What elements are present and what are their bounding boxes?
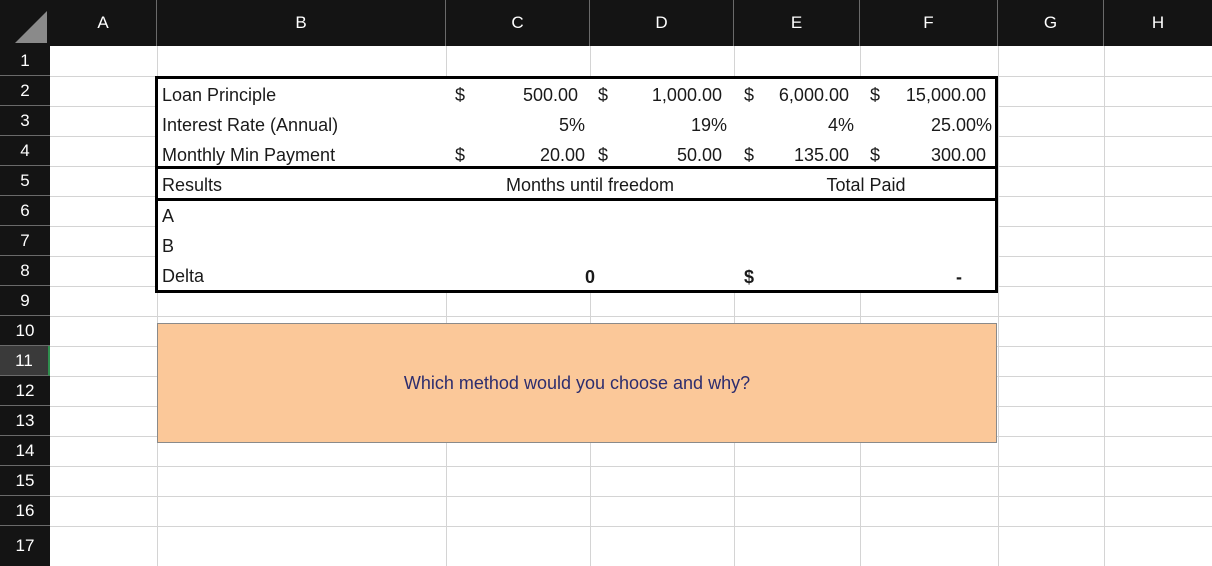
row-header-1[interactable]: 1: [0, 46, 50, 76]
cell-c2[interactable]: 500.00: [522, 85, 578, 105]
cell-d4-currency: $: [598, 145, 609, 165]
question-textbox[interactable]: [157, 323, 997, 443]
column-header-d[interactable]: D: [590, 0, 734, 46]
gridline: [50, 316, 1212, 317]
gridline: [998, 46, 999, 566]
cell-d4[interactable]: 50.00: [676, 145, 722, 165]
gridline: [50, 496, 1212, 497]
cell-d2-currency: $: [598, 85, 609, 105]
cell-d2[interactable]: 1,000.00: [651, 85, 722, 105]
cell-b2[interactable]: Loan Principle: [162, 85, 277, 105]
cell-e4-currency: $: [744, 145, 755, 165]
gridline: [50, 526, 1212, 527]
gridline: [50, 466, 1212, 467]
row-header-2[interactable]: 2: [0, 76, 50, 106]
cell-c4[interactable]: 20.00: [539, 145, 585, 165]
cell-b8[interactable]: Delta: [162, 266, 205, 286]
cell-f4[interactable]: 300.00: [930, 145, 986, 165]
cell-b6[interactable]: A: [162, 206, 175, 226]
column-header-c[interactable]: C: [446, 0, 590, 46]
cell-f8-total-delta[interactable]: -: [956, 267, 962, 287]
row-header-8[interactable]: 8: [0, 256, 50, 286]
row-header-7[interactable]: 7: [0, 226, 50, 256]
cell-e8-currency: $: [744, 267, 755, 287]
row-header-14[interactable]: 14: [0, 436, 50, 466]
cell-b5[interactable]: Results: [162, 175, 223, 195]
column-header-a[interactable]: A: [50, 0, 157, 46]
cell-e3[interactable]: 4%: [827, 115, 854, 135]
question-text: Which method would you choose and why?: [403, 372, 751, 393]
cell-e5-total-header[interactable]: Total Paid: [826, 175, 906, 195]
cell-e4[interactable]: 135.00: [793, 145, 849, 165]
cell-e2[interactable]: 6,000.00: [778, 85, 849, 105]
cell-c3[interactable]: 5%: [558, 115, 585, 135]
column-header-b[interactable]: B: [157, 0, 446, 46]
row-header-16[interactable]: 16: [0, 496, 50, 526]
cell-f2-currency: $: [870, 85, 881, 105]
column-header-f[interactable]: F: [860, 0, 998, 46]
cell-f4-currency: $: [870, 145, 881, 165]
cell-c8-months-delta[interactable]: 0: [584, 267, 595, 287]
cell-c4-currency: $: [455, 145, 466, 165]
row-header-15[interactable]: 15: [0, 466, 50, 496]
select-all-corner[interactable]: [0, 0, 50, 46]
row-header-5[interactable]: 5: [0, 166, 50, 196]
row-header-13[interactable]: 13: [0, 406, 50, 436]
select-all-icon: [15, 11, 47, 43]
row-header-10[interactable]: 10: [0, 316, 50, 346]
column-header-g[interactable]: G: [998, 0, 1104, 46]
column-header-e[interactable]: E: [734, 0, 860, 46]
cell-e2-currency: $: [744, 85, 755, 105]
row-header-3[interactable]: 3: [0, 106, 50, 136]
gridline: [1104, 46, 1105, 566]
row-header-9[interactable]: 9: [0, 286, 50, 316]
cell-f3[interactable]: 25.00%: [930, 115, 992, 135]
cell-f2[interactable]: 15,000.00: [905, 85, 986, 105]
cell-c5-months-header[interactable]: Months until freedom: [505, 175, 675, 195]
cell-b4[interactable]: Monthly Min Payment: [162, 145, 336, 165]
row-header-12[interactable]: 12: [0, 376, 50, 406]
cell-b7[interactable]: B: [162, 236, 175, 256]
cell-c2-currency: $: [455, 85, 466, 105]
row-header-17[interactable]: 17: [0, 526, 50, 566]
column-header-h[interactable]: H: [1104, 0, 1212, 46]
cell-d3[interactable]: 19%: [690, 115, 727, 135]
cell-b3[interactable]: Interest Rate (Annual): [162, 115, 339, 135]
row-header-11[interactable]: 11: [0, 346, 50, 376]
row-header-6[interactable]: 6: [0, 196, 50, 226]
row-header-4[interactable]: 4: [0, 136, 50, 166]
